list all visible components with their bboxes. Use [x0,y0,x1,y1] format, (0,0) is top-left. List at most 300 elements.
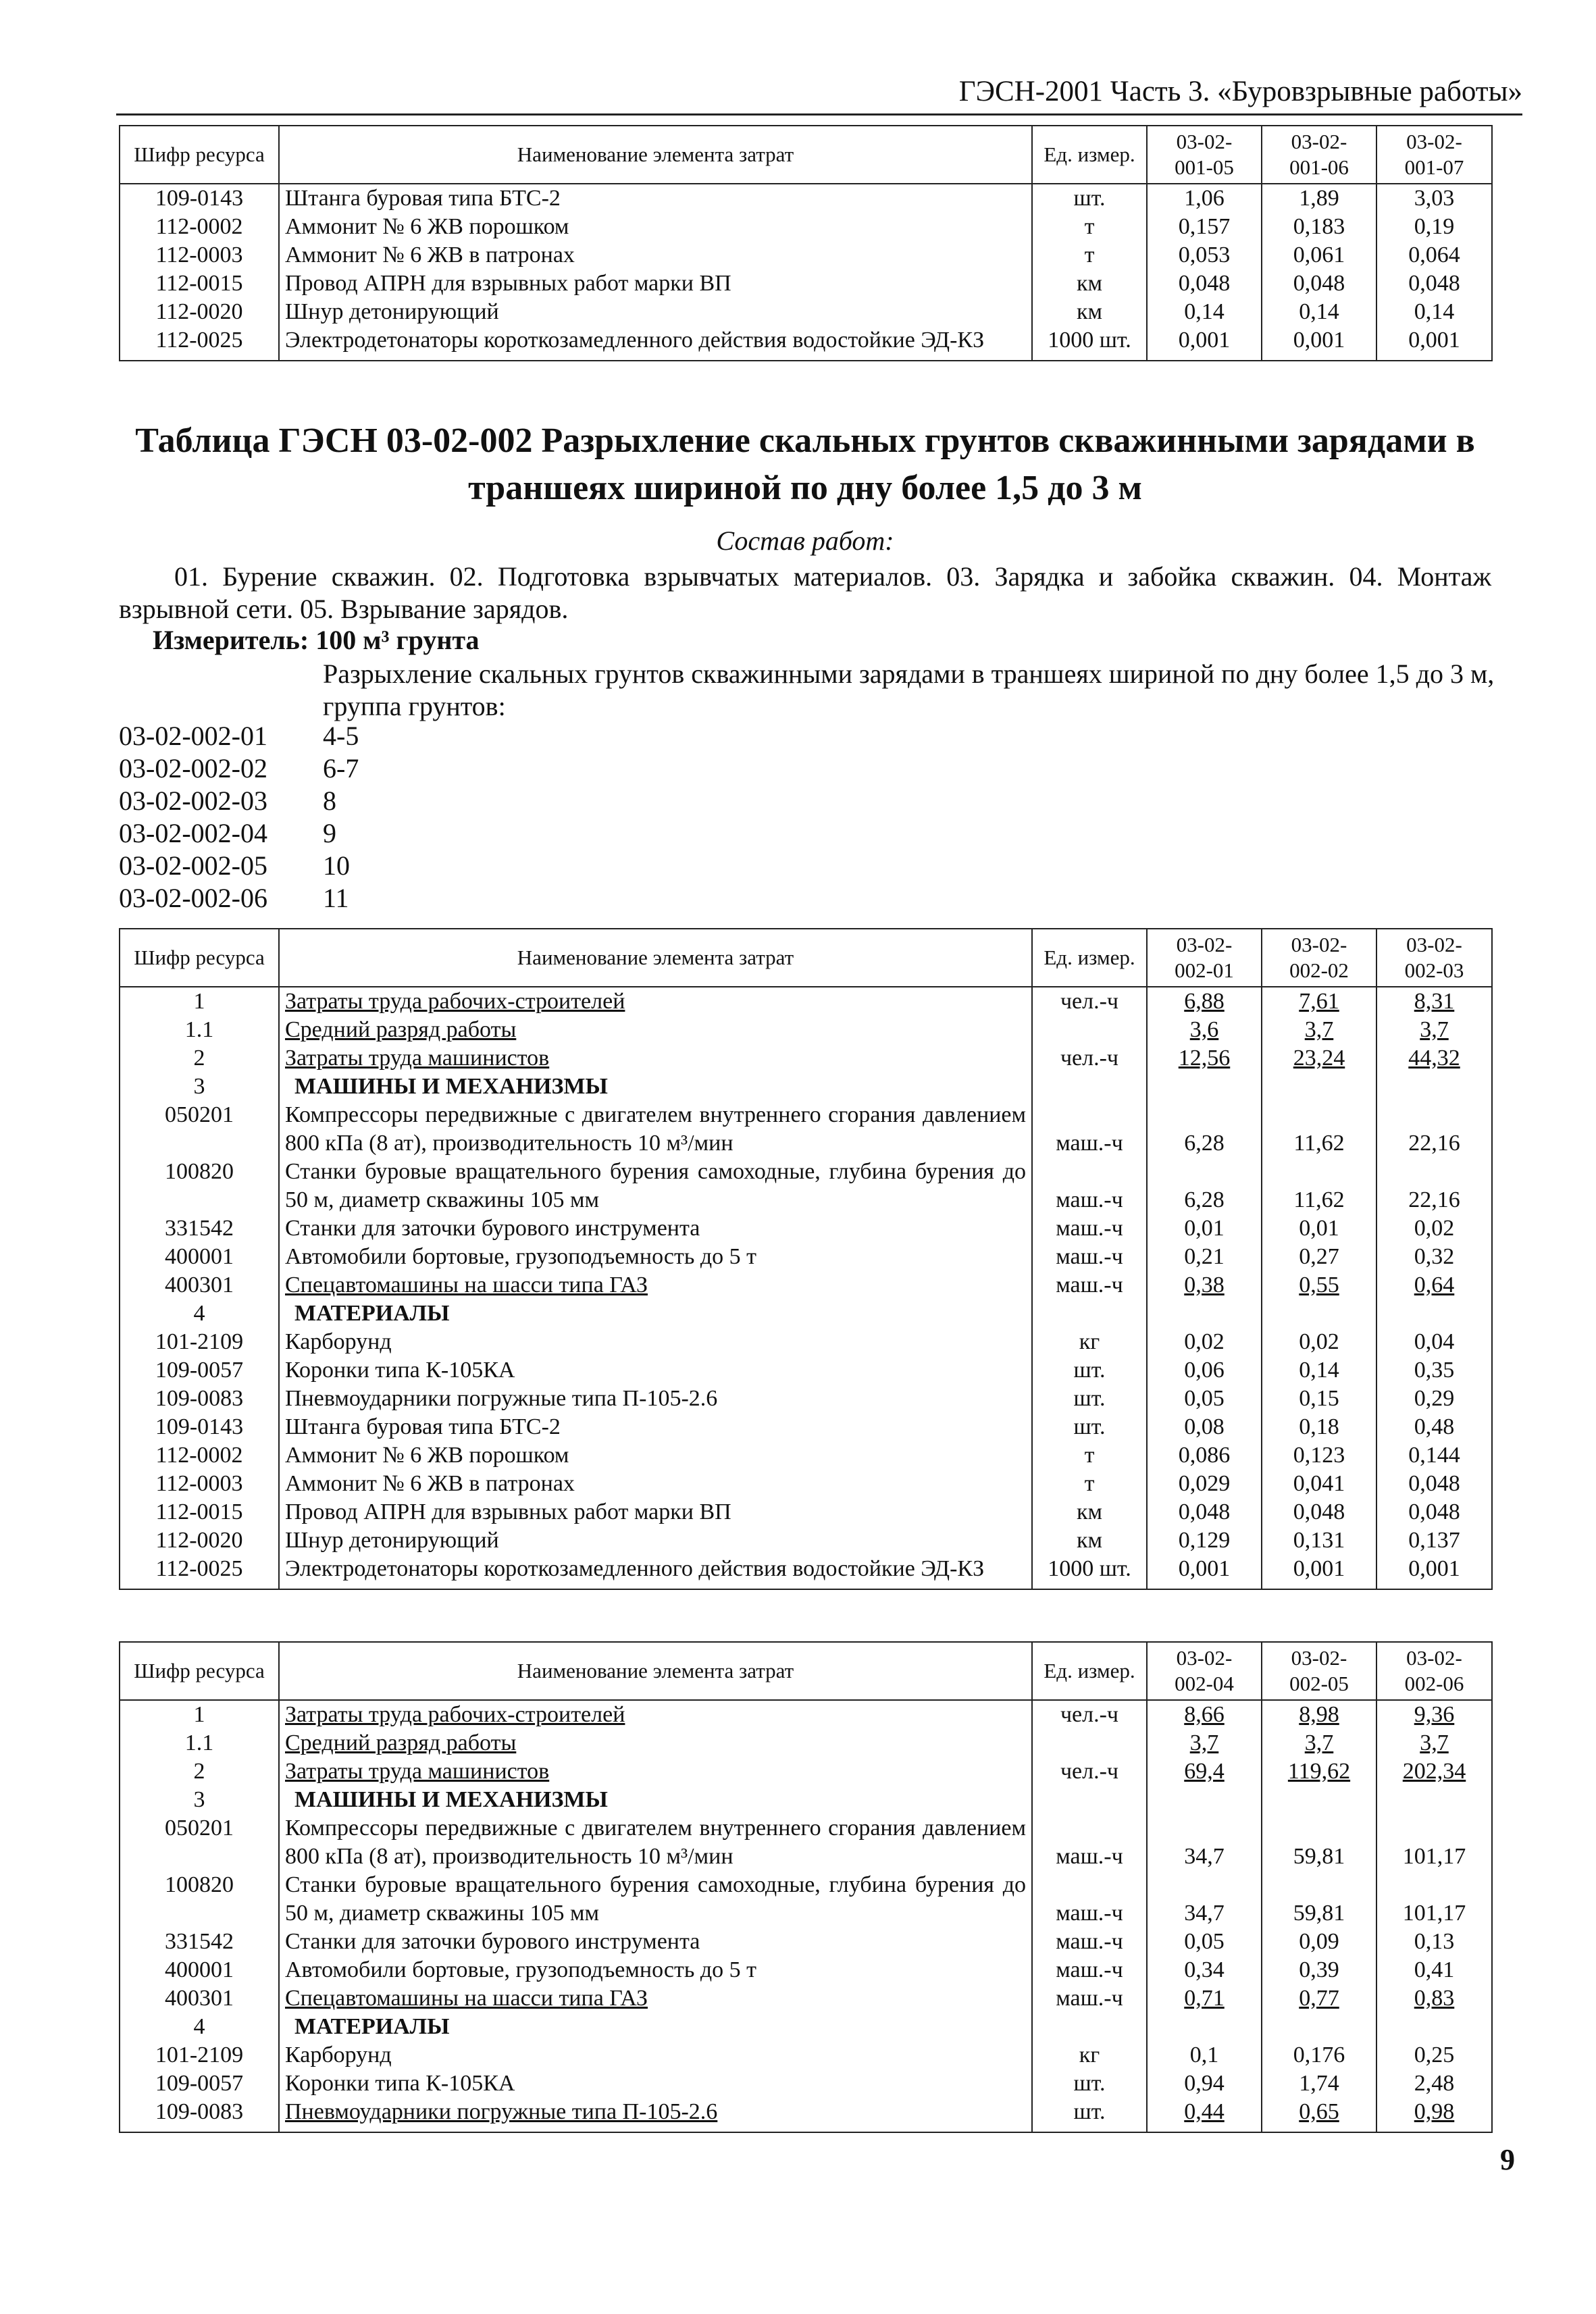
resource-unit: чел.-ч [1032,1757,1147,1786]
resource-name: Электродетонаторы короткозамедленного действия водостойкие ЭД-КЗ [279,326,1032,361]
resource-unit: 1000 шт. [1032,326,1147,361]
value-col-2: 0,048 [1262,269,1376,298]
header-code: Шифр ресурса [120,929,279,987]
value-col-3: 3,7 [1376,1729,1492,1757]
header-norm-code-1: 03-02- 001-05 [1147,126,1262,184]
composition-heading: Состав работ: [716,525,894,556]
table-row [120,1328,1492,1356]
header-code: Шифр ресурса [120,126,279,184]
resource-name: Затраты труда рабочих-строителей [279,1700,1032,1729]
table-row [120,326,1492,361]
value-col-1: 0,001 [1147,1555,1262,1589]
code-list [119,720,359,915]
resource-code: 3 [120,1786,279,1814]
resource-code: 109-0083 [120,2098,279,2132]
value-col-1: 69,4 [1147,1757,1262,1786]
value-col-2: 0,15 [1262,1385,1376,1413]
code-list-item [119,817,359,850]
value-col-3: 202,34 [1376,1757,1492,1786]
value-col-1 [1147,1300,1262,1328]
value-col-1: 0,01 [1147,1214,1262,1243]
resource-code: 3 [120,1073,279,1101]
resource-code: 1.1 [120,1729,279,1757]
table-row [120,1271,1492,1300]
running-header: ГЭСН-2001 Часть 3. «Буровзрывные работы» [116,73,1522,115]
table-row [120,298,1492,326]
value-col-1: 3,6 [1147,1016,1262,1044]
value-col-2 [1262,1786,1376,1814]
resource-name: Электродетонаторы короткозамедленного действия водостойкие ЭД-КЗ [279,1555,1032,1589]
resource-code: 112-0015 [120,1498,279,1526]
value-col-3: 0,64 [1376,1271,1492,1300]
table-row [120,2013,1492,2041]
value-col-1: 0,02 [1147,1328,1262,1356]
norm-code: 03-02-002-05 [119,850,267,881]
value-col-3: 0,048 [1376,269,1492,298]
value-col-1: 0,14 [1147,298,1262,326]
value-col-3: 0,001 [1376,326,1492,361]
measure [153,624,480,657]
value-col-3: 0,144 [1376,1441,1492,1470]
resource-code: 1 [120,1700,279,1729]
resource-code: 112-0015 [120,269,279,298]
value-col-2: 0,048 [1262,1498,1376,1526]
resource-code: 112-0002 [120,1441,279,1470]
resource-name: МАТЕРИАЛЫ [279,1300,1032,1328]
resource-unit: кг [1032,2041,1147,2069]
resource-code: 050201 [120,1101,279,1158]
resource-unit: чел.-ч [1032,987,1147,1016]
value-col-3: 0,48 [1376,1413,1492,1441]
value-col-3: 44,32 [1376,1044,1492,1073]
header-norm-code-1: 03-02- 002-01 [1147,929,1262,987]
value-col-1: 0,05 [1147,1385,1262,1413]
value-col-1: 0,44 [1147,2098,1262,2132]
resource-name: Автомобили бортовые, грузоподъемность до 5 т [279,1956,1032,1984]
resource-name: Штанга буровая типа БТС-2 [279,1413,1032,1441]
table-row [120,1214,1492,1243]
resource-unit: маш.-ч [1032,1101,1147,1158]
resource-unit [1032,1016,1147,1044]
resource-name: МАТЕРИАЛЫ [279,2013,1032,2041]
header-norm-code-3: 03-02- 002-03 [1376,929,1492,987]
table-row [120,1158,1492,1214]
resource-code: 112-0025 [120,1555,279,1589]
resource-name: Пневмоударники погружные типа П-105-2.6 [279,1385,1032,1413]
value-col-1: 12,56 [1147,1044,1262,1073]
value-col-3: 0,29 [1376,1385,1492,1413]
resource-code: 4 [120,2013,279,2041]
header-norm-code-3: 03-02- 002-06 [1376,1642,1492,1700]
resource-name: Средний разряд работы [279,1016,1032,1044]
value-col-2 [1262,1300,1376,1328]
value-col-1 [1147,1786,1262,1814]
resource-code: 331542 [120,1214,279,1243]
table-row [120,1814,1492,1871]
value-col-3: 0,41 [1376,1956,1492,1984]
resource-code: 109-0057 [120,2069,279,2098]
resource-name: Затраты труда машинистов [279,1044,1032,1073]
resource-table-b [119,1641,1493,2133]
table-row [120,1498,1492,1526]
value-col-2: 0,01 [1262,1214,1376,1243]
value-col-2 [1262,2013,1376,2041]
value-col-3: 0,35 [1376,1356,1492,1385]
resource-unit [1032,2013,1147,2041]
value-col-1 [1147,2013,1262,2041]
resource-unit: маш.-ч [1032,1928,1147,1956]
table-row [120,1526,1492,1555]
resource-unit: т [1032,241,1147,269]
value-col-3: 0,048 [1376,1498,1492,1526]
resource-unit: км [1032,1498,1147,1526]
resource-code: 331542 [120,1928,279,1956]
resource-code: 100820 [120,1158,279,1214]
table-row [120,1044,1492,1073]
header-norm-code-1: 03-02- 002-04 [1147,1642,1262,1700]
resource-code: 112-0025 [120,326,279,361]
table-row [120,1356,1492,1385]
value-col-2: 0,27 [1262,1243,1376,1271]
code-list-item [119,752,359,785]
work-description: Разрыхление скальных грунтов скважинными зарядами в траншеях шириной по дну более 1,5 до 3 м, группа грунтов: [323,659,1495,721]
resource-table-a [119,928,1493,1590]
resource-name: Провод АПРН для взрывных работ марки ВП [279,1498,1032,1526]
resource-code: 2 [120,1757,279,1786]
value-col-3: 0,137 [1376,1526,1492,1555]
resource-name: Средний разряд работы [279,1729,1032,1757]
value-col-2: 0,14 [1262,1356,1376,1385]
resource-code: 1.1 [120,1016,279,1044]
value-col-2: 0,55 [1262,1271,1376,1300]
value-col-2: 7,61 [1262,987,1376,1016]
resource-code: 112-0003 [120,1470,279,1498]
header-unit: Ед. измер. [1032,126,1147,184]
resource-name: МАШИНЫ И МЕХАНИЗМЫ [279,1073,1032,1101]
resource-code: 109-0057 [120,1356,279,1385]
value-col-2: 0,001 [1262,1555,1376,1589]
header-unit: Ед. измер. [1032,1642,1147,1700]
value-col-2: 59,81 [1262,1871,1376,1928]
resource-unit: шт. [1032,1385,1147,1413]
code-list-item [119,882,359,915]
value-col-2: 0,77 [1262,1984,1376,2013]
value-col-2: 0,176 [1262,2041,1376,2069]
resource-code: 400301 [120,1271,279,1300]
value-col-2: 1,89 [1262,184,1376,213]
soil-group: 11 [323,883,349,913]
header-name: Наименование элемента затрат [279,929,1032,987]
value-col-3: 0,13 [1376,1928,1492,1956]
resource-unit: маш.-ч [1032,1814,1147,1871]
value-col-3: 22,16 [1376,1101,1492,1158]
resource-name: Затраты труда машинистов [279,1757,1032,1786]
table-row [120,1101,1492,1158]
resource-name: Аммонит № 6 ЖВ порошком [279,213,1032,241]
value-col-1: 8,66 [1147,1700,1262,1729]
value-col-1: 0,34 [1147,1956,1262,1984]
resource-code: 400001 [120,1243,279,1271]
value-col-2 [1262,1073,1376,1101]
resource-code: 400001 [120,1956,279,1984]
resource-unit: маш.-ч [1032,1158,1147,1214]
header-unit: Ед. измер. [1032,929,1147,987]
table-row [120,1441,1492,1470]
value-col-3: 0,19 [1376,213,1492,241]
table-row [120,1757,1492,1786]
resource-code: 2 [120,1044,279,1073]
table-row [120,1016,1492,1044]
composition-text: 01. Бурение скважин. 02. Подготовка взрывчатых материалов. 03. Зарядка и забойка скважин. 04. Монтаж взрывной сети. 05. Взрывание зарядов. [119,561,1491,624]
value-col-3 [1376,1300,1492,1328]
value-col-2: 23,24 [1262,1044,1376,1073]
resource-unit: шт. [1032,1413,1147,1441]
value-col-3: 0,98 [1376,2098,1492,2132]
value-col-3: 0,048 [1376,1470,1492,1498]
value-col-1: 0,029 [1147,1470,1262,1498]
measure-label: Измеритель: [153,625,309,655]
table-row [120,1871,1492,1928]
resource-unit: км [1032,298,1147,326]
resource-name: Компрессоры передвижные с двигателем внутреннего сгорания давлением 800 кПа (8 ат), производительность 10 м³/мин [279,1101,1032,1158]
resource-unit: маш.-ч [1032,1871,1147,1928]
header-row [120,1642,1492,1700]
resource-code: 4 [120,1300,279,1328]
resource-code: 400301 [120,1984,279,2013]
resource-code: 109-0143 [120,184,279,213]
value-col-2: 3,7 [1262,1016,1376,1044]
resource-name: Компрессоры передвижные с двигателем внутреннего сгорания давлением 800 кПа (8 ат), производительность 10 м³/мин [279,1814,1032,1871]
norm-code: 03-02-002-03 [119,786,267,816]
value-col-3: 0,25 [1376,2041,1492,2069]
resource-code: 050201 [120,1814,279,1871]
page-number: 9 [1500,2143,1515,2176]
value-col-2: 3,7 [1262,1729,1376,1757]
value-col-2: 0,123 [1262,1441,1376,1470]
table-row [120,1385,1492,1413]
resource-name: Автомобили бортовые, грузоподъемность до 5 т [279,1243,1032,1271]
resource-unit: маш.-ч [1032,1243,1147,1271]
value-col-2: 0,001 [1262,326,1376,361]
header-norm-code-3: 03-02- 001-07 [1376,126,1492,184]
resource-unit: км [1032,1526,1147,1555]
value-col-3 [1376,2013,1492,2041]
header-norm-code-2: 03-02- 002-02 [1262,929,1376,987]
resource-code: 112-0020 [120,298,279,326]
header-norm-code-2: 03-02- 001-06 [1262,126,1376,184]
value-col-1: 0,08 [1147,1413,1262,1441]
resource-code: 112-0002 [120,213,279,241]
resource-name: Коронки типа К-105КА [279,1356,1032,1385]
resource-unit: т [1032,1441,1147,1470]
resource-code: 101-2109 [120,1328,279,1356]
value-col-2: 0,39 [1262,1956,1376,1984]
resource-unit: 1000 шт. [1032,1555,1147,1589]
soil-group: 6-7 [323,753,359,783]
header-row [120,126,1492,184]
table-row [120,1729,1492,1757]
soil-group: 10 [323,850,350,881]
header-name: Наименование элемента затрат [279,1642,1032,1700]
resource-name: Карборунд [279,1328,1032,1356]
table-title [119,417,1491,512]
value-col-1: 0,94 [1147,2069,1262,2098]
value-col-1: 0,086 [1147,1441,1262,1470]
value-col-2: 0,02 [1262,1328,1376,1356]
value-col-3: 2,48 [1376,2069,1492,2098]
value-col-1: 0,053 [1147,241,1262,269]
resource-name: Шнур детонирующий [279,1526,1032,1555]
value-col-1: 0,38 [1147,1271,1262,1300]
value-col-1: 1,06 [1147,184,1262,213]
value-col-2: 119,62 [1262,1757,1376,1786]
value-col-3: 22,16 [1376,1158,1492,1214]
table-row [120,1786,1492,1814]
value-col-2: 0,041 [1262,1470,1376,1498]
soil-group: 8 [323,786,336,816]
value-col-3: 0,001 [1376,1555,1492,1589]
code-list-item [119,850,359,882]
value-col-1: 0,157 [1147,213,1262,241]
value-col-3: 3,03 [1376,184,1492,213]
value-col-1: 0,1 [1147,2041,1262,2069]
value-col-3: 0,32 [1376,1243,1492,1271]
value-col-1: 6,28 [1147,1101,1262,1158]
resource-name: Станки буровые вращательного бурения самоходные, глубина бурения до 50 м, диаметр скважины 105 мм [279,1871,1032,1928]
resource-code: 100820 [120,1871,279,1928]
resource-name: Аммонит № 6 ЖВ в патронах [279,241,1032,269]
resource-unit [1032,1300,1147,1328]
value-col-1: 0,129 [1147,1526,1262,1555]
resource-code: 101-2109 [120,2041,279,2069]
value-col-2: 0,131 [1262,1526,1376,1555]
norm-code: 03-02-002-01 [119,721,267,751]
resource-unit: маш.-ч [1032,1956,1147,1984]
measure-value: 100 м³ грунта [315,625,480,655]
value-col-1: 0,05 [1147,1928,1262,1956]
header-code: Шифр ресурса [120,1642,279,1700]
soil-group: 4-5 [323,721,359,751]
resource-name: Станки для заточки бурового инструмента [279,1214,1032,1243]
table-row [120,269,1492,298]
table-row [120,1956,1492,1984]
value-col-1: 0,21 [1147,1243,1262,1271]
resource-name: Аммонит № 6 ЖВ в патронах [279,1470,1032,1498]
resource-unit: маш.-ч [1032,1984,1147,2013]
value-col-3: 0,14 [1376,298,1492,326]
value-col-2: 59,81 [1262,1814,1376,1871]
resource-unit: маш.-ч [1032,1271,1147,1300]
resource-unit [1032,1073,1147,1101]
resource-unit: т [1032,1470,1147,1498]
table-row [120,184,1492,213]
resource-unit: шт. [1032,184,1147,213]
value-col-2: 1,74 [1262,2069,1376,2098]
table-row [120,1300,1492,1328]
resource-unit: кг [1032,1328,1147,1356]
value-col-3: 0,04 [1376,1328,1492,1356]
table-row [120,1555,1492,1589]
table-row [120,1073,1492,1101]
table-row [120,2098,1492,2132]
resource-name: Затраты труда рабочих-строителей [279,987,1032,1016]
resource-name: Станки для заточки бурового инструмента [279,1928,1032,1956]
table-title-line-2: траншеях шириной по дну более 1,5 до 3 м [468,469,1142,507]
resource-code: 1 [120,987,279,1016]
value-col-2: 0,18 [1262,1413,1376,1441]
value-col-3: 0,83 [1376,1984,1492,2013]
code-list-item [119,785,359,817]
table-row [120,1413,1492,1441]
table-row [120,987,1492,1016]
norm-code: 03-02-002-04 [119,818,267,848]
value-col-3: 0,064 [1376,241,1492,269]
value-col-1: 6,88 [1147,987,1262,1016]
value-col-2: 11,62 [1262,1158,1376,1214]
resource-name: Спецавтомашины на шасси типа ГАЗ [279,1271,1032,1300]
table-title-line-1: Таблица ГЭСН 03-02-002 Разрыхление скальных грунтов скважинными зарядами в [135,421,1475,460]
code-list-item [119,720,359,752]
resource-table-top [119,125,1493,361]
resource-unit: т [1032,213,1147,241]
resource-code: 112-0020 [120,1526,279,1555]
resource-unit: шт. [1032,2069,1147,2098]
resource-unit: чел.-ч [1032,1700,1147,1729]
resource-name: Коронки типа К-105КА [279,2069,1032,2098]
value-col-3: 101,17 [1376,1871,1492,1928]
value-col-3: 0,02 [1376,1214,1492,1243]
value-col-2: 11,62 [1262,1101,1376,1158]
value-col-1: 6,28 [1147,1158,1262,1214]
resource-unit: км [1032,269,1147,298]
resource-name: Аммонит № 6 ЖВ порошком [279,1441,1032,1470]
resource-name: Карборунд [279,2041,1032,2069]
resource-code: 109-0143 [120,1413,279,1441]
header-norm-code-2: 03-02- 002-05 [1262,1642,1376,1700]
header-name: Наименование элемента затрат [279,126,1032,184]
resource-name: Спецавтомашины на шасси типа ГАЗ [279,1984,1032,2013]
value-col-1: 0,001 [1147,326,1262,361]
value-col-1: 0,048 [1147,269,1262,298]
resource-unit [1032,1729,1147,1757]
resource-name: Штанга буровая типа БТС-2 [279,184,1032,213]
value-col-3: 3,7 [1376,1016,1492,1044]
resource-code: 109-0083 [120,1385,279,1413]
resource-unit [1032,1786,1147,1814]
table-row [120,213,1492,241]
soil-group: 9 [323,818,336,848]
value-col-2: 8,98 [1262,1700,1376,1729]
value-col-1: 0,06 [1147,1356,1262,1385]
table-row [120,1470,1492,1498]
resource-unit: шт. [1032,1356,1147,1385]
value-col-2: 0,65 [1262,2098,1376,2132]
table-row [120,2069,1492,2098]
value-col-3: 9,36 [1376,1700,1492,1729]
resource-unit: шт. [1032,2098,1147,2132]
norm-code: 03-02-002-06 [119,883,267,913]
value-col-2: 0,09 [1262,1928,1376,1956]
norm-code: 03-02-002-02 [119,753,267,783]
resource-name: МАШИНЫ И МЕХАНИЗМЫ [279,1786,1032,1814]
value-col-1: 34,7 [1147,1814,1262,1871]
table-row [120,2041,1492,2069]
resource-code: 112-0003 [120,241,279,269]
table-row [120,1243,1492,1271]
value-col-2: 0,14 [1262,298,1376,326]
value-col-3: 101,17 [1376,1814,1492,1871]
value-col-3: 8,31 [1376,987,1492,1016]
